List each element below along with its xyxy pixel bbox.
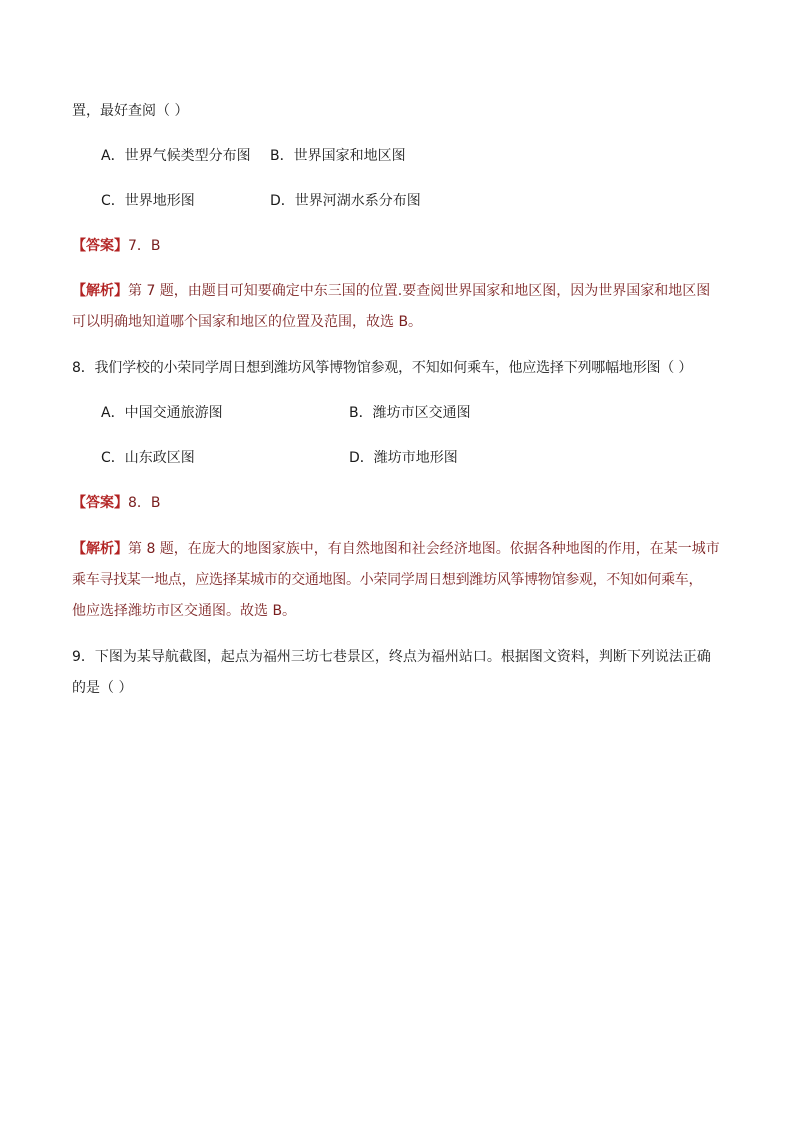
q8-option-a: A．中国交通旅游图 [101, 405, 223, 421]
answer-text: 7．B [128, 238, 161, 254]
q8-analysis-line1 [72, 539, 720, 559]
q7-answer [72, 236, 161, 256]
q7-option-d: D．世界河湖水系分布图 [270, 193, 421, 209]
answer-tag: 【答案】 [72, 495, 128, 511]
q7-option-a: A．世界气候类型分布图 [101, 148, 251, 164]
q8-analysis-line2: 乘车寻找某一地点，应选择某城市的交通地图。小荣同学周日想到潍坊风筝博物馆参观，不知如何乘车， [72, 572, 703, 588]
q8-analysis-line3: 他应选择潍坊市区交通图。故选 B。 [72, 603, 297, 619]
q9-stem-line2: 的是（ ） [72, 680, 133, 696]
q8-option-b: B．潍坊市区交通图 [349, 405, 471, 421]
q9-stem-line1: 9．下图为某导航截图，起点为福州三坊七巷景区，终点为福州站口。根据图文资料，判断下列说法正确 [72, 649, 711, 665]
q7-analysis-line1 [72, 281, 710, 301]
analysis-tag: 【解析】 [72, 541, 128, 557]
q7-option-b: B．世界国家和地区图 [270, 148, 406, 164]
analysis-tag: 【解析】 [72, 283, 128, 299]
answer-tag: 【答案】 [72, 238, 128, 254]
answer-text: 8．B [128, 495, 161, 511]
q8-option-c: C．山东政区图 [101, 450, 195, 466]
q8-option-d: D．潍坊市地形图 [349, 450, 458, 466]
analysis-text: 第 8 题，在庞大的地图家族中，有自然地图和社会经济地图。依据各种地图的作用，在某一城市 [128, 541, 720, 557]
q8-answer [72, 493, 161, 513]
q8-stem: 8．我们学校的小荣同学周日想到潍坊风筝博物馆参观，不知如何乘车，他应选择下列哪幅地形图（ ） [72, 360, 693, 376]
analysis-text: 第 7 题，由题目可知要确定中东三国的位置.要查阅世界国家和地区图，因为世界国家和地区图 [128, 283, 711, 299]
q7-option-c: C．世界地形图 [101, 193, 195, 209]
q7-analysis-line2: 可以明确地知道哪个国家和地区的位置及范围，故选 B。 [72, 314, 423, 330]
q7-stem-tail: 置，最好查阅（ ） [72, 103, 189, 119]
